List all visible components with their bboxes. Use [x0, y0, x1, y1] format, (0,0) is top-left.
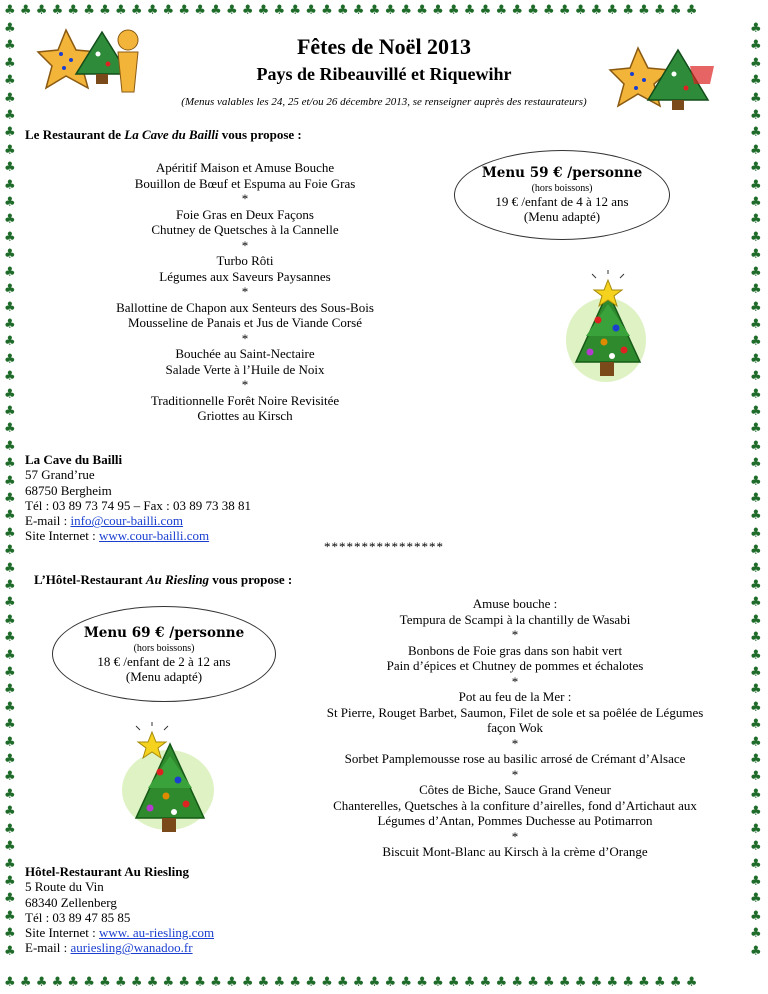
menu-line: Chutney de Quetsches à la Cannelle — [151, 222, 339, 237]
contact-street: 57 Grand’rue — [25, 467, 95, 483]
menu-line: Pain d’épices et Chutney de pommes et échalotes — [386, 658, 644, 673]
menu-separator: * — [511, 735, 519, 751]
menu-separator: * — [511, 828, 519, 844]
menu-price-title: Menu 69 € /personne — [83, 625, 245, 641]
child-price: 18 € /enfant de 2 à 12 ans — [97, 654, 231, 669]
email-label: E-mail : — [25, 940, 71, 956]
menu-line: Amuse bouche : — [472, 596, 558, 611]
contact-street: 5 Route du Vin — [25, 879, 104, 895]
restaurant1-price-oval — [454, 150, 670, 240]
drinks-note: (hors boissons) — [531, 183, 593, 194]
page-title: Fêtes de Noël 2013 — [296, 34, 472, 59]
restaurant2-intro — [34, 572, 292, 588]
contact-name: La Cave du Bailli — [25, 452, 123, 467]
menu-separator: * — [511, 673, 519, 689]
drinks-note: (hors boissons) — [133, 643, 195, 654]
email-link[interactable]: auriesling@wanadoo.fr — [70, 940, 193, 956]
tree-border-left: ♣ ♣ ♣ ♣ ♣ ♣ ♣ ♣ ♣ ♣ ♣ ♣ ♣ ♣ ♣ ♣ ♣ ♣ ♣ ♣ ♣ ♣ ♣ ♣ ♣ ♣ ♣ ♣ ♣ ♣ ♣ ♣ ♣ ♣ ♣ ♣ ♣ ♣ ♣ ♣ ♣ ♣ ♣ ♣ ♣ ♣ ♣ ♣ ♣ ♣ ♣ ♣ ♣ ♣ — [4, 21, 16, 959]
restaurant2-price-oval — [52, 606, 276, 702]
menu-separator: * — [241, 237, 249, 253]
menu-line: Pot au feu de la Mer : — [458, 689, 572, 704]
restaurant2-menu — [292, 596, 738, 860]
contact-email-row — [25, 513, 251, 528]
website-link[interactable]: www.cour-bailli.com — [99, 528, 210, 544]
contact-site-row — [25, 528, 251, 543]
menu-line: Tempura de Scampi à la chantilly de Wasabi — [399, 611, 631, 627]
menu-separator: * — [241, 330, 249, 346]
website-link[interactable]: www. au-riesling.com — [99, 925, 215, 941]
menu-separator: * — [241, 377, 249, 392]
menu-line: Biscuit Mont-Blanc au Kirsch à la crème d’Orange — [382, 844, 648, 859]
menu-line: Turbo Rôti — [216, 253, 274, 268]
page-subtitle: Pays de Ribeauvillé et Riquewihr — [256, 64, 512, 84]
child-menu-note: (Menu adapté) — [523, 209, 601, 224]
menu-line: Ballottine de Chapon aux Senteurs des Sous-Bois — [116, 299, 374, 315]
contact-email-row — [25, 940, 214, 955]
menu-line: façon Wok — [486, 720, 544, 735]
validity-note: (Menus valables les 24, 25 et/ou 26 décembre 2013, se renseigner auprès des restaurateurs) — [181, 96, 587, 108]
contact-city: 68750 Bergheim — [25, 482, 112, 498]
menu-separator: * — [241, 191, 249, 206]
menu-line: Traditionnelle Forêt Noire Revisitée — [150, 392, 340, 408]
contact-city: 68340 Zellenberg — [25, 894, 117, 910]
restaurant1-intro — [25, 127, 302, 143]
menu-line: Légumes aux Saveurs Paysannes — [159, 268, 331, 284]
child-price: 19 € /enfant de 4 à 12 ans — [495, 194, 629, 209]
restaurant1-menu — [60, 160, 430, 424]
menu-line: Salade Verte à l’Huile de Noix — [165, 361, 325, 377]
menu-line: Bouillon de Bœuf et Espuma au Foie Gras — [134, 175, 356, 191]
restaurant2-contact — [25, 864, 214, 956]
menu-line: Sorbet Pamplemousse rose au basilic arrosé de Crémant d’Alsace — [344, 751, 686, 766]
menu-separator: * — [511, 627, 519, 642]
email-label: E-mail : — [25, 513, 71, 529]
menu-separator: * — [241, 284, 249, 299]
child-menu-note: (Menu adapté) — [125, 669, 203, 684]
contact-site-row — [25, 925, 214, 940]
christmas-tree-icon — [560, 270, 652, 388]
menu-line: Bouchée au Saint-Nectaire — [175, 346, 315, 361]
menu-line: Foie Gras en Deux Façons — [176, 206, 314, 222]
contact-phone: Tél : 03 89 47 85 85 — [25, 909, 131, 925]
menu-line: Légumes d’Antan, Pommes Duchesse au Potimarron — [377, 813, 653, 828]
email-link[interactable]: info@cour-bailli.com — [70, 513, 183, 529]
menu-line: St Pierre, Rouget Barbet, Saumon, Filet de sole et sa poêlée de Légumes — [326, 704, 704, 720]
intro-suffix: vous propose : — [209, 572, 293, 587]
intro-suffix: vous propose : — [218, 127, 302, 142]
restaurant1-contact — [25, 452, 251, 544]
intro-prefix: Le Restaurant de — [25, 127, 125, 142]
intro-prefix: L’Hôtel-Restaurant — [34, 572, 146, 587]
site-label: Site Internet : — [25, 528, 100, 544]
menu-line: Côtes de Biche, Sauce Grand Veneur — [419, 782, 611, 797]
menu-line: Bonbons de Foie gras dans son habit vert — [407, 642, 623, 658]
tree-border-bottom: ♣♣♣♣♣♣♣♣♣♣♣♣♣♣♣♣♣♣♣♣♣♣♣♣♣♣♣♣♣♣♣♣♣♣♣♣♣♣♣♣♣♣♣♣ — [4, 976, 702, 989]
tree-border-top: ♣♣♣♣♣♣♣♣♣♣♣♣♣♣♣♣♣♣♣♣♣♣♣♣♣♣♣♣♣♣♣♣♣♣♣♣♣♣♣♣♣♣♣♣ — [4, 4, 702, 17]
menu-price-title: Menu 59 € /personne — [481, 165, 643, 181]
menu-line: Apéritif Maison et Amuse Bouche — [155, 160, 335, 175]
menu-separator: * — [511, 766, 519, 782]
restaurant2-name: Au Riesling — [145, 572, 210, 587]
menu-line: Mousseline de Panais et Jus de Viande Corsé — [127, 315, 363, 330]
menu-line: Chanterelles, Quetsches à la confiture d’airelles, fond d’Artichaut aux — [333, 797, 697, 813]
contact-name: Hôtel-Restaurant Au Riesling — [25, 864, 189, 879]
site-label: Site Internet : — [25, 925, 100, 941]
contact-phone: Tél : 03 89 73 74 95 – Fax : 03 89 73 38 81 — [25, 497, 252, 513]
menu-line: Griottes au Kirsch — [197, 408, 293, 423]
christmas-tree-icon — [118, 722, 218, 840]
restaurant1-name: La Cave du Bailli — [124, 127, 219, 142]
section-separator: **************** — [324, 539, 444, 554]
tree-border-right: ♣ ♣ ♣ ♣ ♣ ♣ ♣ ♣ ♣ ♣ ♣ ♣ ♣ ♣ ♣ ♣ ♣ ♣ ♣ ♣ ♣ ♣ ♣ ♣ ♣ ♣ ♣ ♣ ♣ ♣ ♣ ♣ ♣ ♣ ♣ ♣ ♣ ♣ ♣ ♣ ♣ ♣ ♣ ♣ ♣ ♣ ♣ ♣ ♣ ♣ ♣ ♣ ♣ ♣ — [750, 21, 762, 959]
